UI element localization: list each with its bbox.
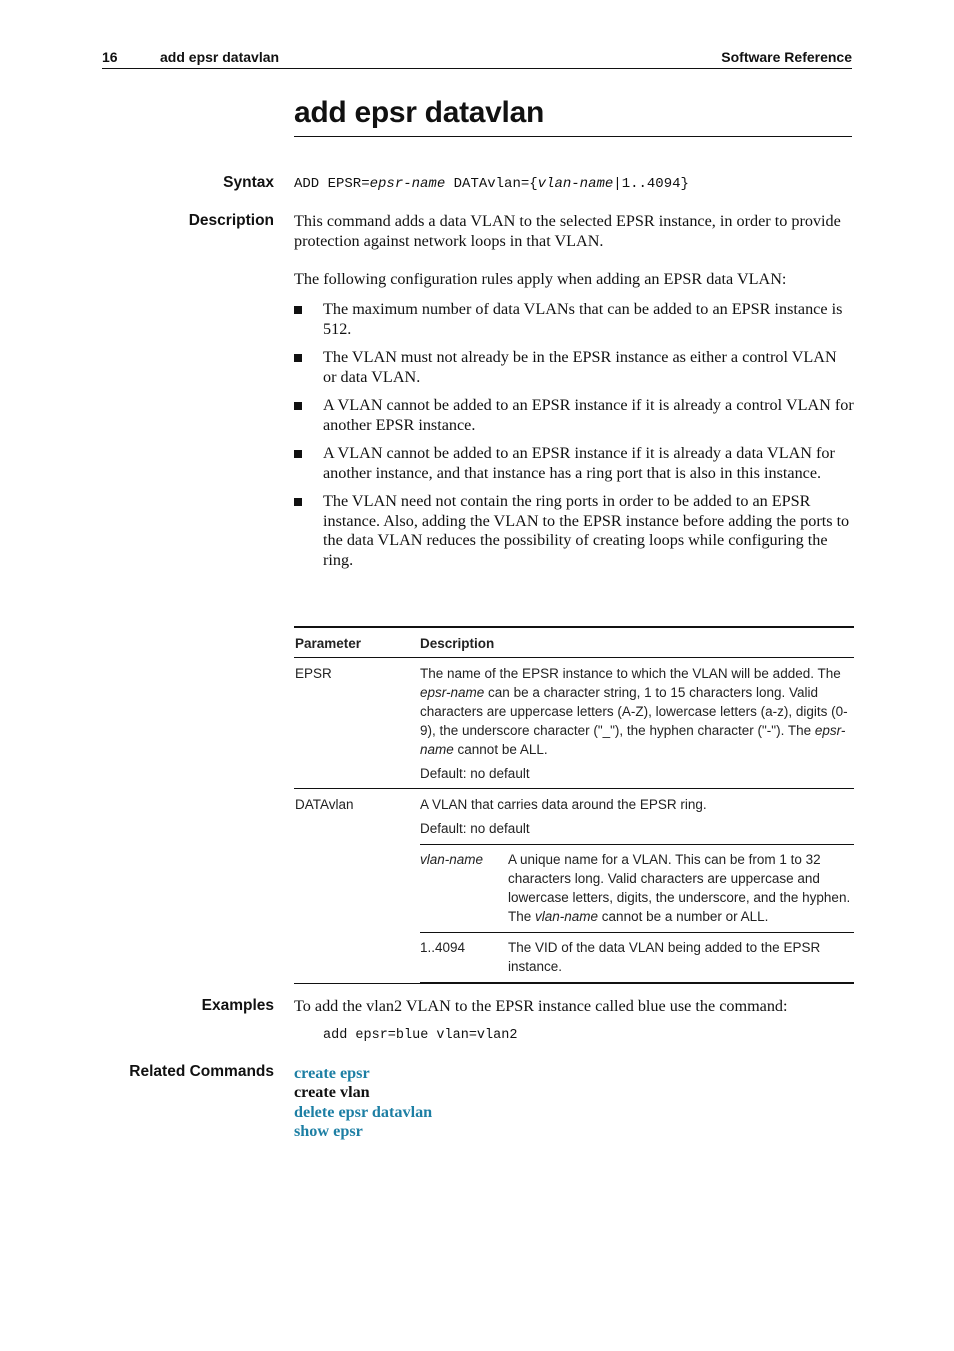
description-para-2: The following configuration rules apply when adding an EPSR data VLAN: [294, 270, 787, 288]
column-header-parameter: Parameter [294, 627, 419, 658]
sub-param-description [508, 845, 854, 933]
param-description [419, 658, 854, 789]
param-name: DATAvlan [294, 789, 419, 984]
param-description-text: A VLAN that carries data around the EPSR ring. [420, 797, 707, 812]
table-header-row [294, 627, 854, 658]
description-label: Description [188, 212, 274, 229]
list-item-text: A VLAN cannot be added to an EPSR instance if it is already a data VLAN for another instance, and that instance has a ring port that is also in this instance. [323, 444, 835, 482]
syntax-part: DATAvlan={ [445, 176, 538, 192]
bullet-icon [294, 498, 302, 506]
sub-parameter-table [420, 844, 854, 983]
bullet-icon [294, 450, 302, 458]
header-book-title: Software Reference [721, 49, 852, 65]
page-number: 16 [102, 49, 118, 65]
syntax-label: Syntax [223, 174, 274, 191]
header-title: add epsr datavlan [160, 49, 280, 65]
list-item-text: The VLAN must not already be in the EPSR instance as either a control VLAN or data VLAN. [323, 348, 837, 386]
bullet-icon [294, 306, 302, 314]
syntax-part: |1..4094} [613, 176, 689, 192]
param-term: vlan-name [535, 909, 599, 924]
related-commands-label: Related Commands [129, 1063, 274, 1080]
related-commands-list [294, 1064, 432, 1142]
param-term: vlan-name [420, 852, 484, 867]
list-item [294, 444, 854, 483]
list-item-text: The VLAN need not contain the ring ports in order to be added to an EPSR instance. Also, adding the VLAN to the EPSR instance before adding the ports to the data VLAN reduces the possibility of creating loops while configuring the ring. [323, 492, 850, 569]
param-name: EPSR [294, 658, 419, 789]
page-title: add epsr datavlan [294, 96, 852, 137]
text-run: cannot be ALL. [453, 742, 548, 757]
related-link-delete-epsr-datavlan[interactable]: delete epsr datavlan [294, 1102, 433, 1121]
text-run: A unique name for a VLAN. This can be from 1 to 32 characters long. Valid characters are uppercase and lowercase letters, digits, the underscore, and the hyphen. The [508, 852, 851, 924]
bullet-icon [294, 354, 302, 362]
bullet-icon [294, 402, 302, 410]
param-default: Default: no default [420, 821, 530, 836]
list-item [294, 300, 854, 339]
examples-text: To add the vlan2 VLAN to the EPSR instance called blue use the command: [294, 997, 788, 1015]
rules-list [294, 300, 854, 579]
list-item [294, 348, 854, 387]
sub-table-row [420, 845, 854, 933]
list-item-text: The maximum number of data VLANs that can be added to an EPSR instance is 512. [323, 300, 843, 338]
sub-param-name: 1..4094 [420, 933, 508, 983]
syntax-line [294, 176, 689, 192]
sub-param-description: The VID of the data VLAN being added to the EPSR instance. [508, 933, 854, 983]
table-row [294, 658, 854, 789]
related-link-show-epsr[interactable]: show epsr [294, 1122, 363, 1141]
column-header-description: Description [419, 627, 854, 658]
sub-table-row [420, 933, 854, 983]
table-row [294, 789, 854, 984]
description-para-1: This command adds a data VLAN to the selected EPSR instance, in order to provide protection against network loops in that VLAN. [294, 212, 841, 250]
example-command: add epsr=blue vlan=vlan2 [323, 1028, 518, 1043]
page-header [102, 47, 852, 69]
param-term: epsr-name [420, 685, 485, 700]
param-description-text [420, 664, 854, 759]
param-term: epsr-name [420, 723, 846, 757]
related-command-create-vlan: create vlan [294, 1083, 370, 1102]
list-item-text: A VLAN cannot be added to an EPSR instance if it is already a control VLAN for another EPSR instance. [323, 396, 854, 434]
text-run: can be a character string, 1 to 15 characters long. Valid characters are uppercase letters (A-Z), lowercase letters (a-z), digits (0-9), the underscore character ("_"), the hyphen character ("-"). The [420, 685, 848, 738]
examples-label: Examples [201, 997, 274, 1014]
syntax-param: epsr-name [369, 176, 446, 192]
list-item [294, 396, 854, 435]
text-run: The name of the EPSR instance to which the VLAN will be added. The [420, 666, 841, 681]
related-link-create-epsr[interactable]: create epsr [294, 1064, 370, 1082]
syntax-part: ADD EPSR= [294, 176, 370, 192]
param-default: Default: no default [420, 766, 530, 781]
sub-param-name [420, 845, 508, 933]
param-description [419, 789, 854, 984]
syntax-param: vlan-name [537, 176, 614, 192]
list-item [294, 492, 854, 570]
text-run: cannot be a number or ALL. [598, 909, 769, 924]
parameter-table [294, 626, 854, 984]
